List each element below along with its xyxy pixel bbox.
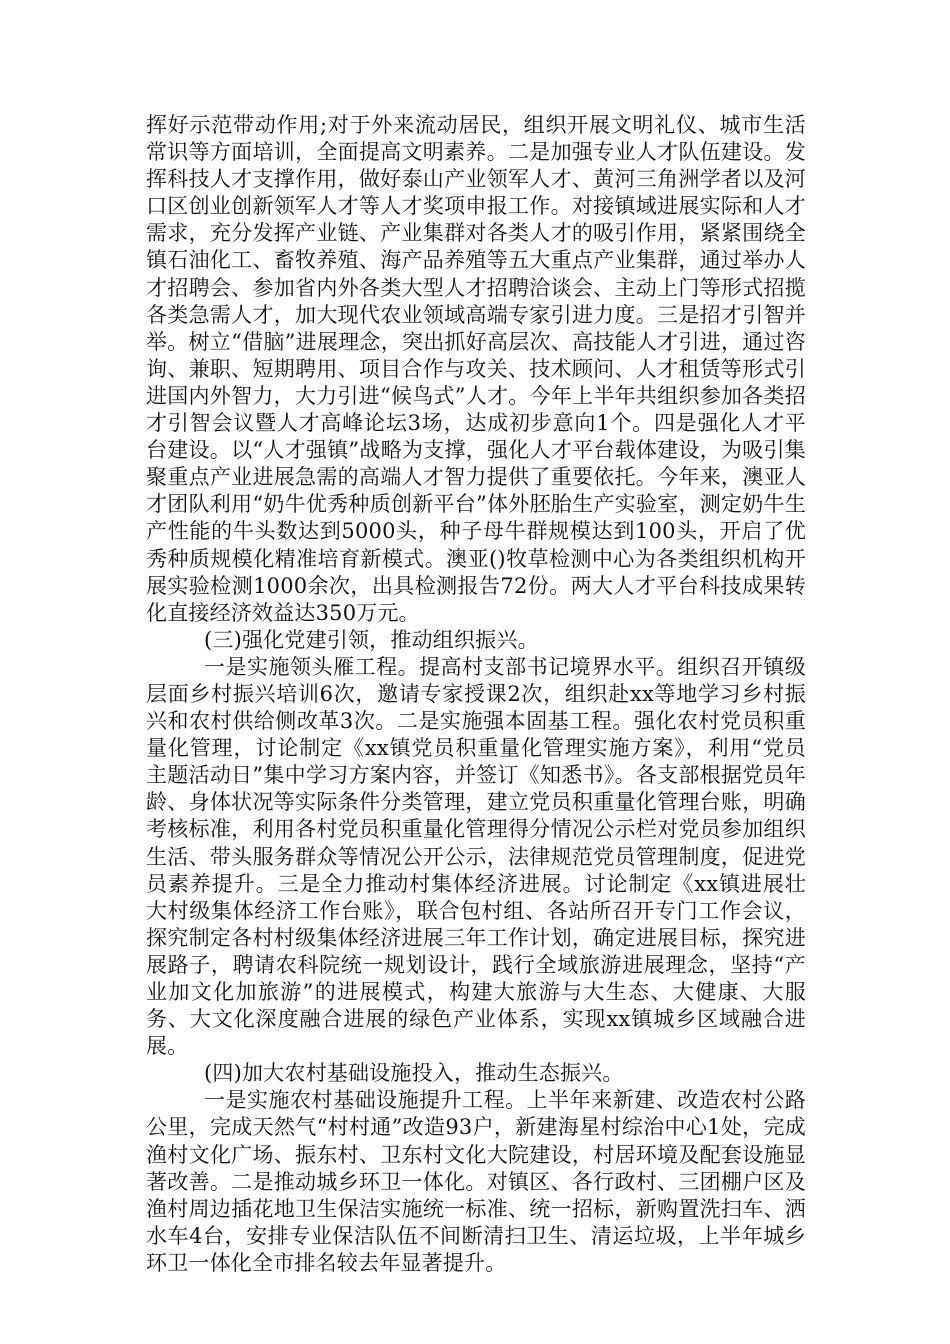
paragraph-party-building: 一是实施领头雁工程。提高村支部书记境界水平。组织召开镇级层面乡村振兴培训6次，邀请专家授课2次，组织赴xx等地学习乡村振兴和农村供给侧改革3次。二是实施强本固基工程。强化农村党员积重量化管理，讨论制定《xx镇党员积重量化管理实施方案》，利用“党员主题活动日”集中学习方案内容，并签订《知悉书》。各支部根据党员年龄、身体状况等实际条件分类管理，建立党员积重量化管理台账，明确考核标准，利用各村党员积重量化管理得分情况公示栏对党员参加组织生活、带头服务群众等情况公开公示，法律规范党员管理制度，促进党员素养提升。三是全力推动村集体经济进展。讨论制定《xx镇进展壮大村级集体经济工作台账》，联合包村组、各站所召开专门工作会议，探究制定各村村级集体经济进展三年工作计划，确定进展目标，探究进展路子，聘请农科院统一规划设计，践行全域旅游进展理念，坚持“产业加文化加旅游”的进展模式，构建大旅游与大生态、大健康、大服务、大文化深度融合进展的绿色产业体系，实现xx镇城乡区域融合进展。: [146, 654, 806, 1059]
section-heading-party-building: (三)强化党建引领，推动组织振兴。: [204, 627, 539, 652]
paragraph-infrastructure: 一是实施农村基础设施提升工程。上半年来新建、改造农村公路公里，完成天然气“村村通”改造93户，新建海星村综治中心1处，完成渔村文化广场、振东村、卫东村文化大院建设，村居环境及配套设施显著改善。二是推动城乡环卫一体化。对镇区、各行政村、三团棚户区及渔村周边插花地卫生保洁实施统一标准、统一招标，新购置洗扫车、洒水车4台，安排专业保洁队伍不间断清扫卫生、清运垃圾，上半年城乡环卫一体化全市排名较去年显著提升。: [146, 1088, 806, 1275]
document-body: [146, 112, 806, 1277]
paragraph-talent: 挥好示范带动作用;对于外来流动居民，组织开展文明礼仪、城市生活常识等方面培训，全面提高文明素养。二是加强专业人才队伍建设。发挥科技人才支撑作用，做好泰山产业领军人才、黄河三角洲学者以及河口区创业创新领军人才等人才奖项申报工作。对接镇域进展实际和人才需求，充分发挥产业链、产业集群对各类人才的吸引作用，紧紧围绕全镇石油化工、畜牧养殖、海产品养殖等五大重点产业集群，通过举办人才招聘会、参加省内外各类大型人才招聘洽谈会、主动上门等形式招揽各类急需人才，加大现代农业领域高端专家引进力度。三是招才引智并举。树立“借脑”进展理念，突出抓好高层次、高技能人才引进，通过咨询、兼职、短期聘用、项目合作与攻关、技术顾问、人才租赁等形式引进国内外智力，大力引进“候鸟式”人才。今年上半年共组织参加各类招才引智会议暨人才高峰论坛3场，达成初步意向1个。四是强化人才平台建设。以“人才强镇”战略为支撑，强化人才平台载体建设，为吸引集聚重点产业进展急需的高端人才智力提供了重要依托。今年来，澳亚人才团队利用“奶牛优秀种质创新平台”体外胚胎生产实验室，测定奶牛生产性能的牛头数达到5000头，种子母牛群规模达到100头，开启了优秀种质规模化精准培育新模式。澳亚()牧草检测中心为各类组织机构开展实验检测1000余次，出具检测报告72份。两大人才平台科技成果转化直接经济效益达350万元。: [146, 113, 806, 625]
section-heading-infrastructure: (四)加大农村基础设施投入，推动生态振兴。: [204, 1061, 624, 1086]
